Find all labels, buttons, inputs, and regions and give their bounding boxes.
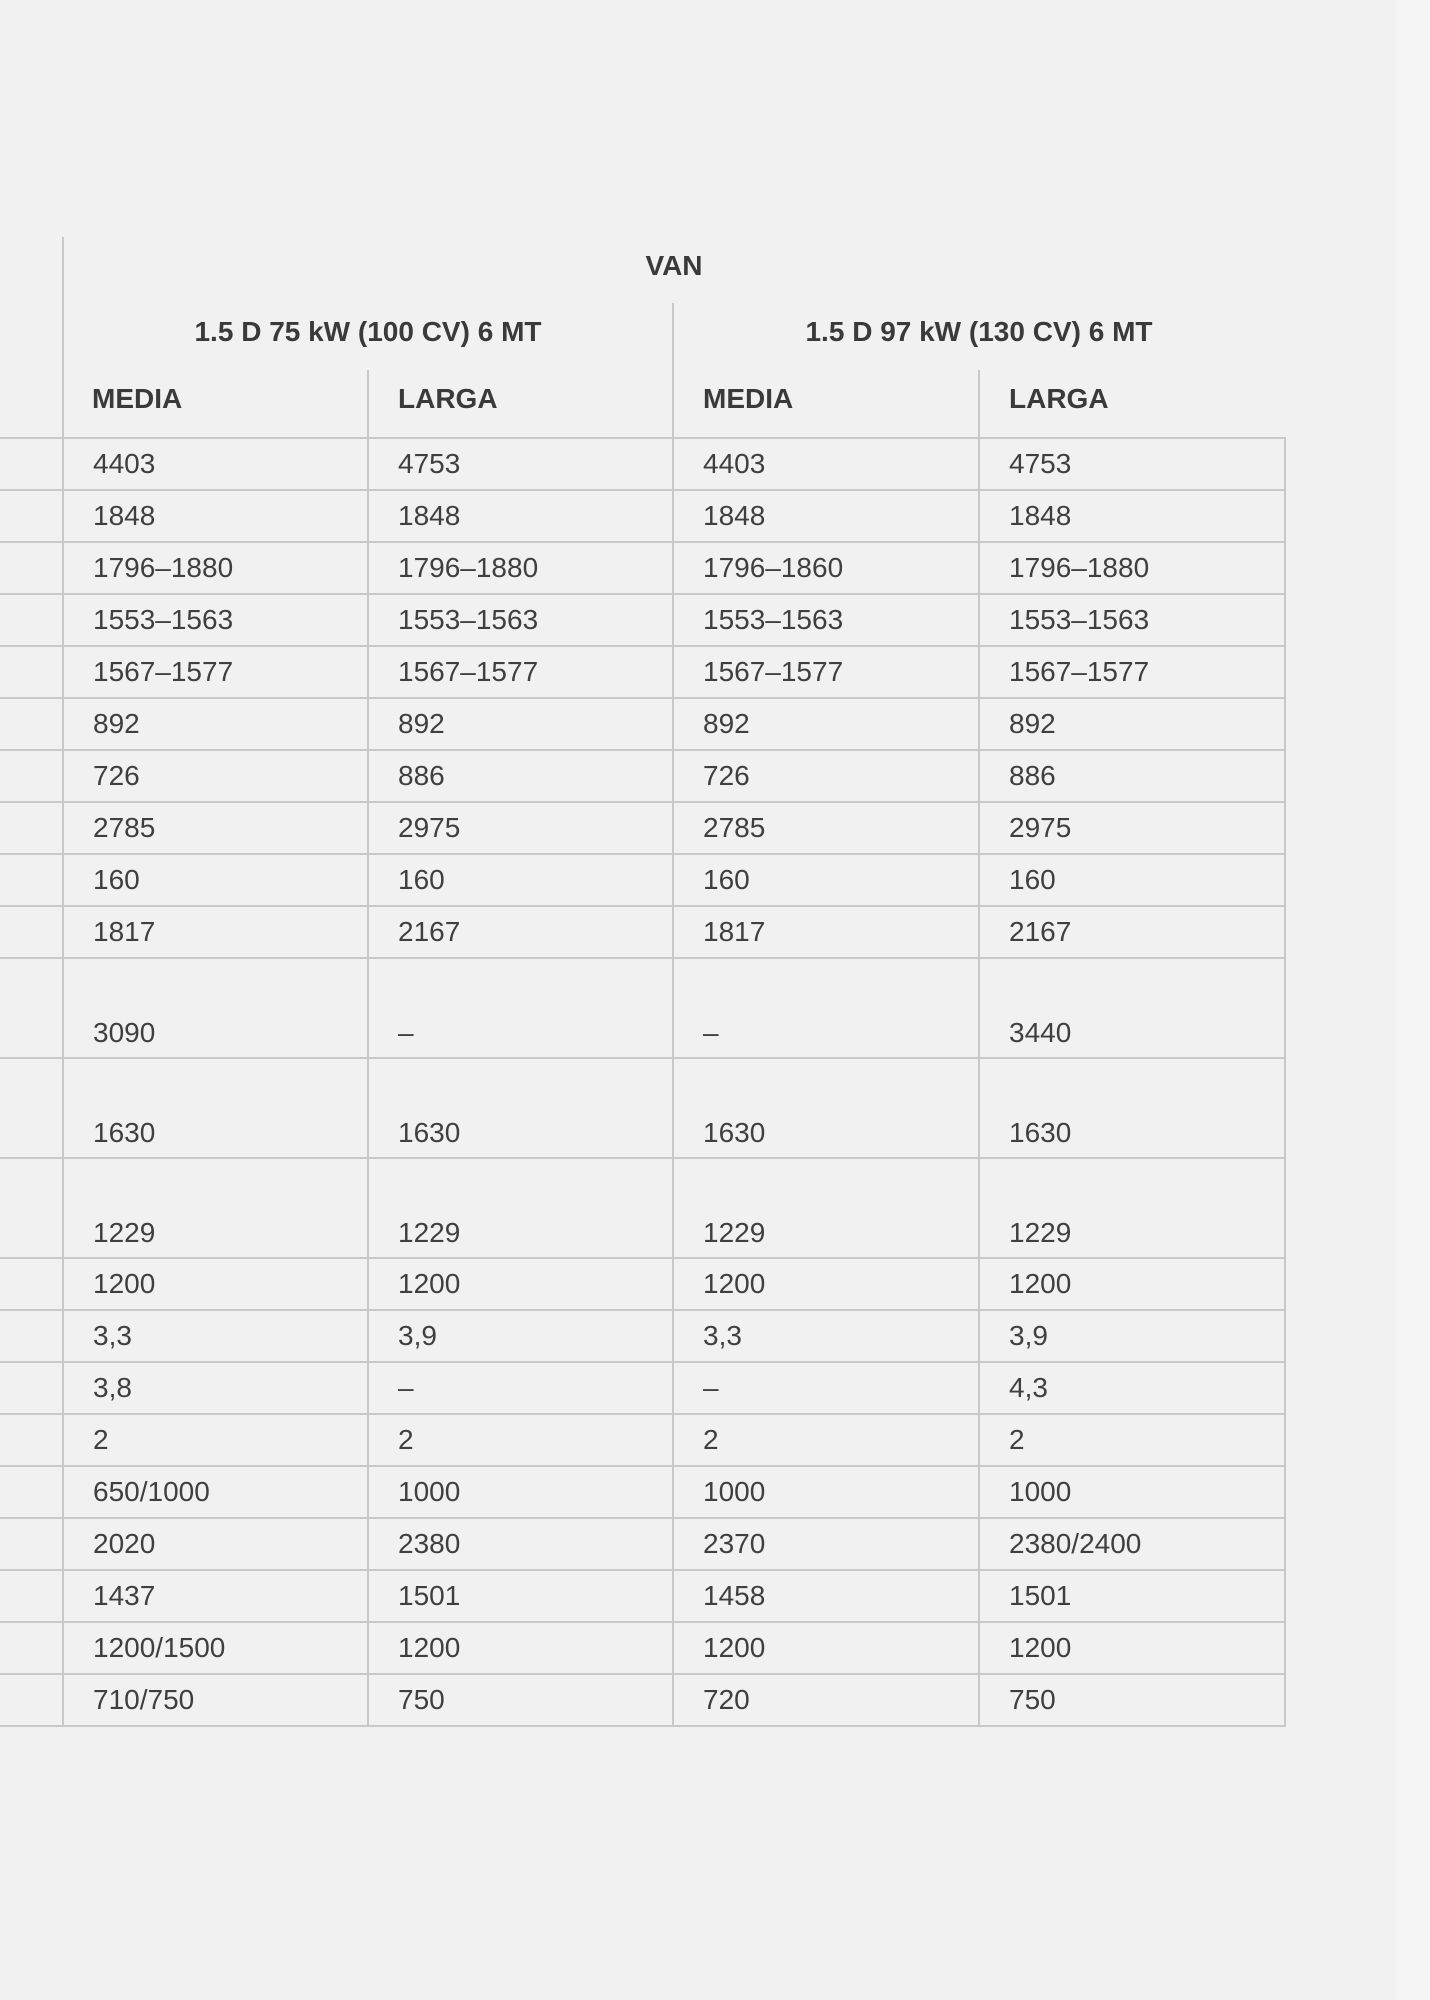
table-row <box>0 750 1285 802</box>
row-label-cell <box>0 438 63 490</box>
table-cell-larga-100cv: 1000 <box>368 1466 673 1518</box>
table-row <box>0 698 1285 750</box>
table-cell-larga-130cv: 4,3 <box>979 1362 1285 1414</box>
table-cell-larga-130cv: 1200 <box>979 1258 1285 1310</box>
table-cell-larga-100cv: 2380 <box>368 1518 673 1570</box>
table-row <box>0 1570 1285 1622</box>
row-label-cell <box>0 906 63 958</box>
table-cell-media-100cv: 1200 <box>63 1258 368 1310</box>
table-cell-media-130cv: 160 <box>673 854 979 906</box>
table-cell-media-100cv: 1817 <box>63 906 368 958</box>
table-cell-larga-130cv: 1567–1577 <box>979 646 1285 698</box>
table-cell-larga-100cv: 1553–1563 <box>368 594 673 646</box>
table-row <box>0 542 1285 594</box>
table-cell-media-130cv: 1630 <box>673 1058 979 1158</box>
spec-table <box>0 437 1286 1727</box>
table-cell-media-130cv: 1200 <box>673 1622 979 1674</box>
table-cell-larga-100cv: 1796–1880 <box>368 542 673 594</box>
table-cell-larga-130cv: 2 <box>979 1414 1285 1466</box>
table-cell-larga-130cv: 2380/2400 <box>979 1518 1285 1570</box>
table-cell-larga-130cv: 1848 <box>979 490 1285 542</box>
row-label-cell <box>0 958 63 1058</box>
version-title-larga-130cv: LARGA <box>1009 383 1109 414</box>
spec-table-body <box>0 438 1285 1726</box>
version-title-media-100cv: MEDIA <box>92 383 183 414</box>
row-label-cell <box>0 1518 63 1570</box>
table-cell-media-100cv: 726 <box>63 750 368 802</box>
table-cell-media-130cv: 3,3 <box>673 1310 979 1362</box>
row-label-cell <box>0 594 63 646</box>
row-label-cell <box>0 1158 63 1258</box>
table-cell-larga-100cv: 1200 <box>368 1258 673 1310</box>
table-cell-larga-130cv: 2975 <box>979 802 1285 854</box>
row-label-cell <box>0 1674 63 1726</box>
row-label-cell <box>0 1362 63 1414</box>
table-row <box>0 906 1285 958</box>
row-label-cell <box>0 1058 63 1158</box>
row-label-cell <box>0 1414 63 1466</box>
row-label-cell <box>0 646 63 698</box>
row-label-cell <box>0 698 63 750</box>
table-row <box>0 854 1285 906</box>
table-cell-media-100cv: 1848 <box>63 490 368 542</box>
table-cell-media-100cv: 2785 <box>63 802 368 854</box>
table-cell-media-130cv: 1796–1860 <box>673 542 979 594</box>
table-cell-larga-130cv: 1630 <box>979 1058 1285 1158</box>
table-cell-media-100cv: 2020 <box>63 1518 368 1570</box>
table-cell-larga-100cv: 750 <box>368 1674 673 1726</box>
table-cell-media-130cv: 1229 <box>673 1158 979 1258</box>
table-row <box>0 1414 1285 1466</box>
table-cell-larga-130cv: 886 <box>979 750 1285 802</box>
table-cell-media-130cv: 1200 <box>673 1258 979 1310</box>
table-cell-larga-130cv: 1229 <box>979 1158 1285 1258</box>
table-row <box>0 1310 1285 1362</box>
table-cell-media-100cv: 710/750 <box>63 1674 368 1726</box>
table-cell-media-130cv: 4403 <box>673 438 979 490</box>
table-cell-larga-100cv: 886 <box>368 750 673 802</box>
group-title: VAN <box>645 250 703 281</box>
table-cell-larga-100cv: 160 <box>368 854 673 906</box>
table-cell-larga-100cv: 1200 <box>368 1622 673 1674</box>
table-row <box>0 594 1285 646</box>
table-cell-larga-100cv: – <box>368 1362 673 1414</box>
table-cell-media-100cv: 1229 <box>63 1158 368 1258</box>
table-cell-larga-130cv: 892 <box>979 698 1285 750</box>
table-cell-larga-100cv: 1229 <box>368 1158 673 1258</box>
table-cell-media-130cv: 726 <box>673 750 979 802</box>
table-cell-media-130cv: 2 <box>673 1414 979 1466</box>
table-row <box>0 1258 1285 1310</box>
table-cell-larga-100cv: 4753 <box>368 438 673 490</box>
table-cell-media-130cv: 1458 <box>673 1570 979 1622</box>
table-cell-media-130cv: – <box>673 958 979 1058</box>
table-cell-larga-100cv: 892 <box>368 698 673 750</box>
table-cell-larga-100cv: 2 <box>368 1414 673 1466</box>
table-cell-media-100cv: 3,3 <box>63 1310 368 1362</box>
table-row <box>0 1058 1285 1158</box>
table-cell-media-130cv: 2370 <box>673 1518 979 1570</box>
row-label-cell <box>0 1570 63 1622</box>
table-row <box>0 1466 1285 1518</box>
row-label-cell <box>0 750 63 802</box>
table-cell-media-130cv: – <box>673 1362 979 1414</box>
table-row <box>0 1622 1285 1674</box>
table-cell-media-130cv: 2785 <box>673 802 979 854</box>
table-cell-larga-100cv: 1567–1577 <box>368 646 673 698</box>
table-cell-media-100cv: 1567–1577 <box>63 646 368 698</box>
table-cell-larga-100cv: 3,9 <box>368 1310 673 1362</box>
table-cell-larga-100cv: 1848 <box>368 490 673 542</box>
table-cell-media-130cv: 720 <box>673 1674 979 1726</box>
table-cell-larga-130cv: 750 <box>979 1674 1285 1726</box>
spec-table-header <box>0 0 1430 440</box>
table-row <box>0 490 1285 542</box>
table-cell-larga-100cv: – <box>368 958 673 1058</box>
row-label-cell <box>0 542 63 594</box>
version-title-media-130cv: MEDIA <box>703 383 794 414</box>
table-cell-media-130cv: 1567–1577 <box>673 646 979 698</box>
table-cell-media-100cv: 4403 <box>63 438 368 490</box>
table-cell-media-100cv: 160 <box>63 854 368 906</box>
table-cell-media-100cv: 1796–1880 <box>63 542 368 594</box>
table-cell-media-130cv: 1848 <box>673 490 979 542</box>
table-cell-larga-130cv: 3440 <box>979 958 1285 1058</box>
table-cell-larga-130cv: 1553–1563 <box>979 594 1285 646</box>
table-cell-larga-130cv: 160 <box>979 854 1285 906</box>
table-cell-larga-130cv: 2167 <box>979 906 1285 958</box>
table-row <box>0 958 1285 1058</box>
table-cell-media-100cv: 650/1000 <box>63 1466 368 1518</box>
table-cell-media-130cv: 1000 <box>673 1466 979 1518</box>
engine-title-100cv: 1.5 D 75 kW (100 CV) 6 MT <box>194 316 542 347</box>
table-cell-media-100cv: 3090 <box>63 958 368 1058</box>
header-divider-version-2 <box>978 370 980 439</box>
table-row <box>0 1158 1285 1258</box>
table-cell-larga-130cv: 3,9 <box>979 1310 1285 1362</box>
table-cell-media-100cv: 1630 <box>63 1058 368 1158</box>
table-cell-larga-100cv: 2975 <box>368 802 673 854</box>
row-label-cell <box>0 1466 63 1518</box>
row-label-cell <box>0 802 63 854</box>
table-row <box>0 646 1285 698</box>
table-cell-larga-130cv: 1501 <box>979 1570 1285 1622</box>
row-label-cell <box>0 1622 63 1674</box>
table-cell-media-100cv: 2 <box>63 1414 368 1466</box>
row-label-cell <box>0 1258 63 1310</box>
table-cell-media-100cv: 3,8 <box>63 1362 368 1414</box>
header-divider-version-1 <box>367 370 369 439</box>
table-row <box>0 438 1285 490</box>
row-label-cell <box>0 854 63 906</box>
table-cell-larga-130cv: 4753 <box>979 438 1285 490</box>
table-cell-larga-130cv: 1200 <box>979 1622 1285 1674</box>
table-cell-media-100cv: 1437 <box>63 1570 368 1622</box>
table-cell-larga-100cv: 1630 <box>368 1058 673 1158</box>
table-row <box>0 1674 1285 1726</box>
table-cell-larga-100cv: 2167 <box>368 906 673 958</box>
row-label-cell <box>0 1310 63 1362</box>
table-cell-larga-100cv: 1501 <box>368 1570 673 1622</box>
table-cell-media-100cv: 1553–1563 <box>63 594 368 646</box>
table-cell-media-130cv: 892 <box>673 698 979 750</box>
table-cell-media-100cv: 1200/1500 <box>63 1622 368 1674</box>
table-row <box>0 802 1285 854</box>
row-label-cell <box>0 490 63 542</box>
table-cell-larga-130cv: 1000 <box>979 1466 1285 1518</box>
table-cell-larga-130cv: 1796–1880 <box>979 542 1285 594</box>
table-row <box>0 1518 1285 1570</box>
table-cell-media-100cv: 892 <box>63 698 368 750</box>
engine-title-130cv: 1.5 D 97 kW (130 CV) 6 MT <box>805 316 1153 347</box>
table-cell-media-130cv: 1817 <box>673 906 979 958</box>
table-row <box>0 1362 1285 1414</box>
table-cell-media-130cv: 1553–1563 <box>673 594 979 646</box>
version-title-larga-100cv: LARGA <box>398 383 498 414</box>
